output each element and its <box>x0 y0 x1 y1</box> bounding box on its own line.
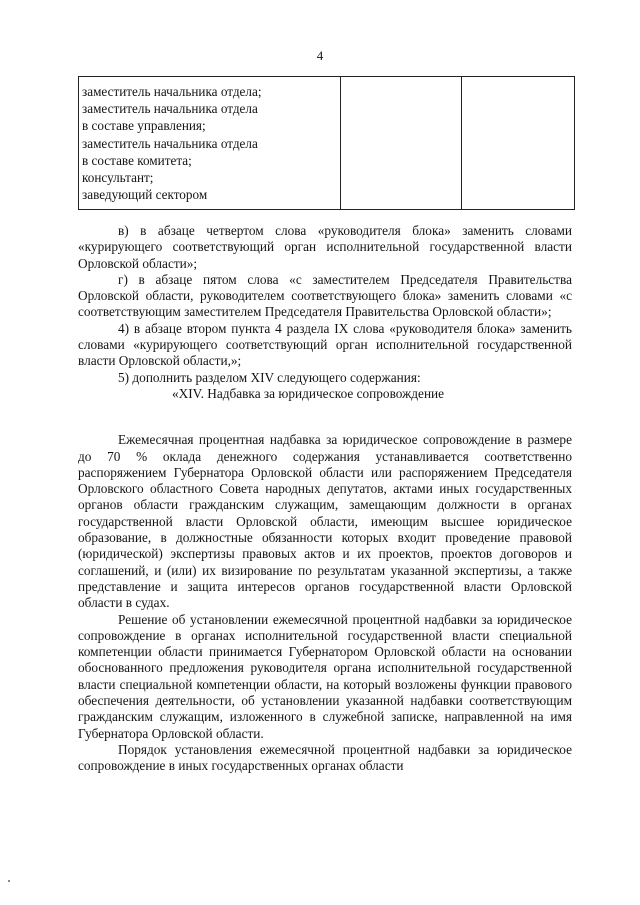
paragraph-body-1: Ежемесячная процентная надбавка за юридическое сопровождение в размере до 70 % оклада денежного содержания устанавливается соответственно распоряжением Губернатора Орловской области или распоряжением Председателя Орловского областного Совета народных депутатов, актами иных государственных органов области гражданским служащим, замещающим должности в органах государственной власти Орловской области, имеющим высшее юридическое образование, в должностные обязанности которых входит проведение правовой (юридической) экспертизы правовых актов и их проектов, проектов договоров и соглашений, и (или) их визирование по результатам указанной экспертизы, а также представление и защита интересов органов государственной власти Орловской области в судах. <box>78 432 572 611</box>
table-cell-empty <box>461 77 574 210</box>
position-item: консультант; <box>82 170 154 186</box>
positions-table <box>78 76 575 210</box>
position-item: заведующий сектором <box>82 187 208 203</box>
position-item: заместитель начальника отдела; <box>82 84 262 99</box>
positions-cell <box>79 77 341 210</box>
position-item: в составе комитета; <box>82 152 192 168</box>
paragraph-body-3: Порядок установления ежемесячной процентной надбавки за юридическое сопровождение в иных государственных органах области <box>78 741 572 774</box>
position-item: заместитель начальника отдела <box>82 101 258 117</box>
paragraph-g: г) в абзаце пятом слова «с заместителем Председателя Правительства Орловской области, руководителем соответствующего блока» заменить словами «с соответствующим заместителем Председателя Правительства Орловской области»; <box>78 271 572 320</box>
position-item: заместитель начальника отдела <box>82 135 258 151</box>
paragraph-5: 5) дополнить разделом XIV следующего содержания: <box>118 369 421 385</box>
paragraph-v: в) в абзаце четвертом слова «руководителя блока» заменить словами «курирующего соответствующий орган исполнительной государственной власти Орловской области»; <box>78 223 572 271</box>
scan-speck <box>8 880 10 882</box>
document-body <box>78 223 572 775</box>
table-cell-empty <box>341 77 462 210</box>
position-item: в составе управления; <box>82 118 206 134</box>
paragraph-body-2: Решение об установлении ежемесячной процентной надбавки за юридическое сопровождение в органах исполнительной государственной власти специальной компетенции области принимается Губернатором Орловской области на основании обоснованного предложения руководителя органа исполнительной государственной власти специальной компетенции области, на который возложены функции правового обеспечения деятельности, об установлении указанной надбавки соответствующим гражданским служащим, изложенного в служебной записке, направленной на имя Губернатора Орловской области. <box>78 611 572 741</box>
spacer <box>78 402 572 432</box>
section-heading: «XIV. Надбавка за юридическое сопровождение <box>172 385 445 401</box>
paragraph-4: 4) в абзаце втором пункта 4 раздела IX слова «руководителя блока» заменить словами «курирующего соответствующий орган исполнительной государственной власти Орловской области,»; <box>78 320 572 369</box>
page-number: 4 <box>316 48 324 63</box>
table-row <box>79 77 575 210</box>
